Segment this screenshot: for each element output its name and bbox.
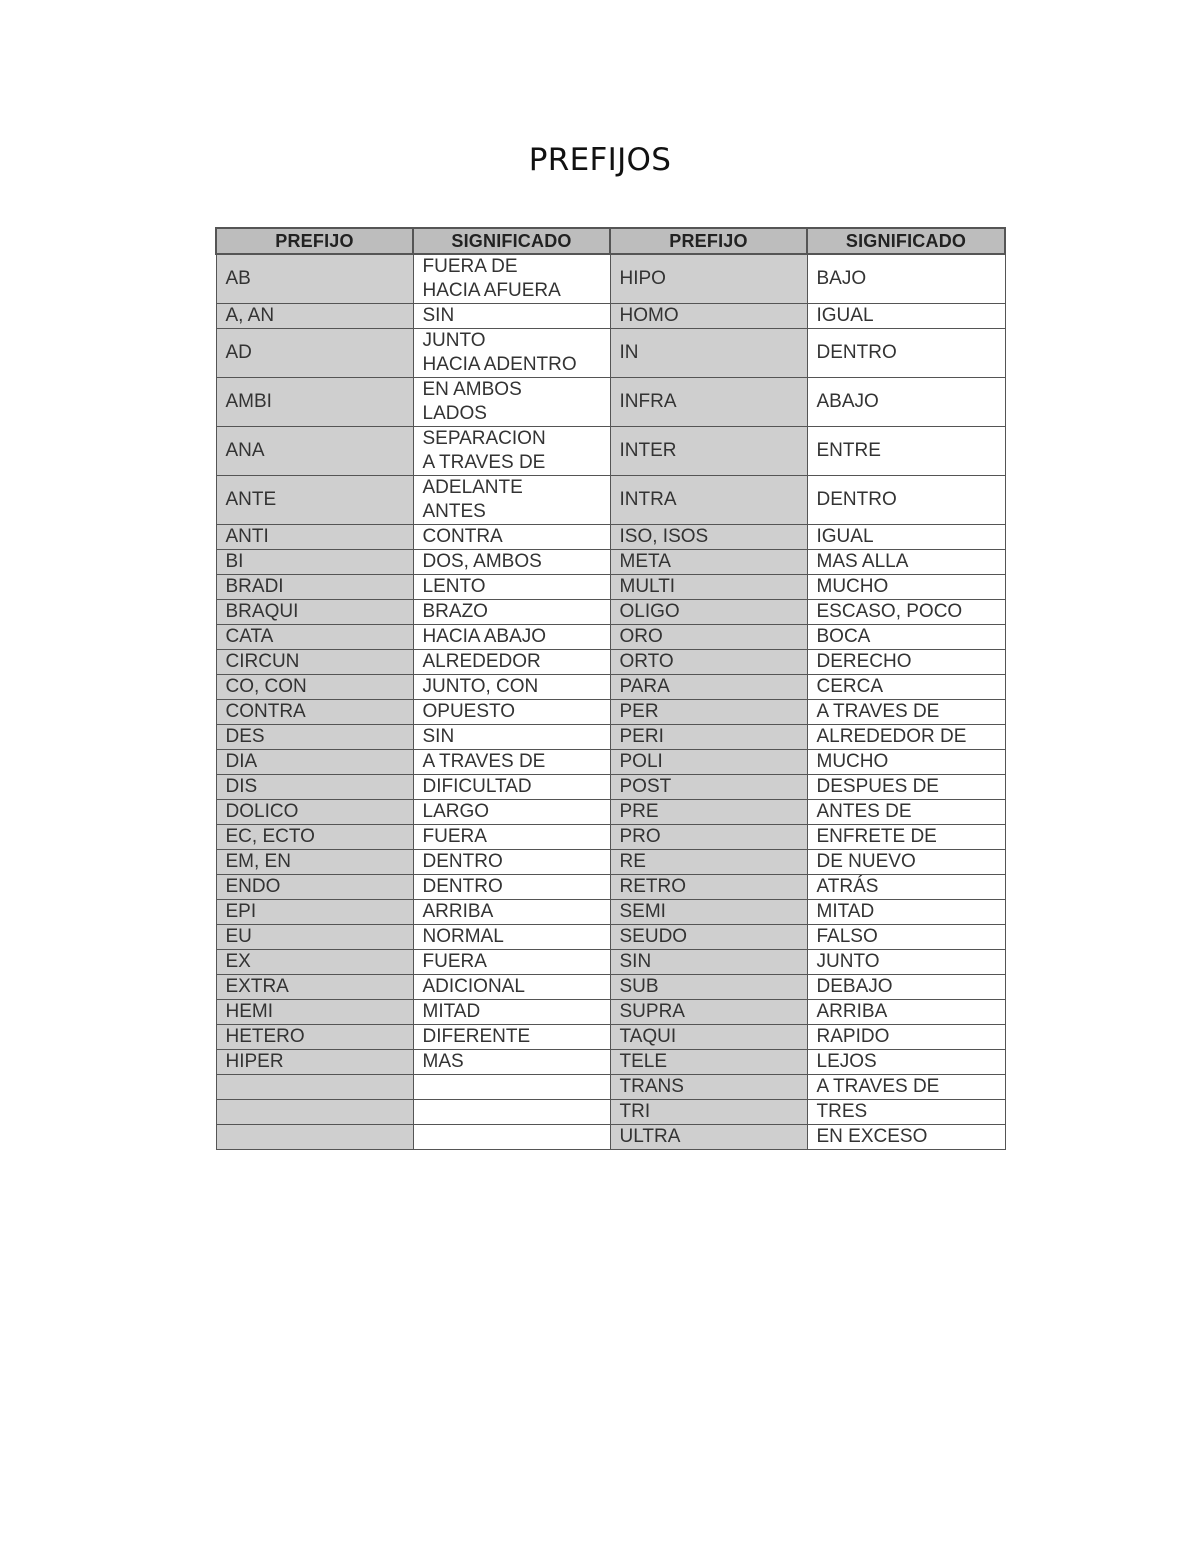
prefix-cell: EXTRA [216, 975, 413, 1000]
prefix-cell: CIRCUN [216, 650, 413, 675]
prefix-cell: ULTRA [610, 1125, 807, 1150]
meaning-cell: BOCA [807, 625, 1005, 650]
meaning-line: OPUESTO [422, 701, 516, 722]
meaning-cell: ABAJO [807, 378, 1005, 427]
meaning-line: JUNTO, CON [422, 676, 539, 697]
meaning-line: DIFICULTAD [422, 776, 532, 797]
prefix-table-container [215, 227, 1004, 1150]
prefix-cell: EU [216, 925, 413, 950]
prefix-cell: BI [216, 550, 413, 575]
table-row [216, 775, 1005, 800]
prefix-cell: IN [610, 329, 807, 378]
table-row [216, 476, 1005, 525]
table-row [216, 700, 1005, 725]
meaning-cell: ESCASO, POCO [807, 600, 1005, 625]
meaning-cell [413, 304, 610, 329]
table-row [216, 725, 1005, 750]
prefix-cell [216, 1075, 413, 1100]
table-row [216, 600, 1005, 625]
prefix-cell: HIPER [216, 1050, 413, 1075]
meaning-cell [413, 850, 610, 875]
meaning-cell [413, 476, 610, 525]
prefix-cell: BRAQUI [216, 600, 413, 625]
prefix-cell: A, AN [216, 304, 413, 329]
meaning-cell: ARRIBA [807, 1000, 1005, 1025]
meaning-cell [413, 427, 610, 476]
table-row [216, 1100, 1005, 1125]
prefix-cell: META [610, 550, 807, 575]
prefix-cell: DOLICO [216, 800, 413, 825]
table-row [216, 1075, 1005, 1100]
prefix-cell: POLI [610, 750, 807, 775]
meaning-cell [413, 378, 610, 427]
meaning-cell [413, 950, 610, 975]
meaning-cell: ATRÁS [807, 875, 1005, 900]
table-row [216, 675, 1005, 700]
table-row [216, 1125, 1005, 1150]
table-row [216, 550, 1005, 575]
meaning-line: JUNTO [422, 330, 486, 351]
table-row [216, 925, 1005, 950]
meaning-cell: DERECHO [807, 650, 1005, 675]
prefix-cell: AMBI [216, 378, 413, 427]
prefix-cell: AD [216, 329, 413, 378]
meaning-line: FUERA [422, 951, 487, 972]
meaning-line: MAS [422, 1051, 464, 1072]
header-significado-1: SIGNIFICADO [413, 228, 610, 254]
prefix-cell: PRO [610, 825, 807, 850]
meaning-line: ADICIONAL [422, 976, 525, 997]
meaning-cell: MUCHO [807, 750, 1005, 775]
prefix-table [215, 227, 1006, 1150]
meaning-line: SIN [422, 305, 455, 326]
header-prefijo-1: PREFIJO [216, 228, 413, 254]
meaning-cell [413, 575, 610, 600]
meaning-line: ADELANTE [422, 477, 523, 498]
prefix-cell: ORO [610, 625, 807, 650]
prefix-cell: PERI [610, 725, 807, 750]
prefix-cell: RE [610, 850, 807, 875]
prefix-cell: ORTO [610, 650, 807, 675]
meaning-line: HACIA AFUERA [422, 280, 561, 301]
prefix-cell: SEMI [610, 900, 807, 925]
table-row [216, 575, 1005, 600]
meaning-line: DIFERENTE [422, 1026, 531, 1047]
meaning-line: HACIA ABAJO [422, 626, 547, 647]
meaning-cell: IGUAL [807, 304, 1005, 329]
meaning-cell [413, 800, 610, 825]
table-row [216, 650, 1005, 675]
prefix-cell: POST [610, 775, 807, 800]
table-row [216, 304, 1005, 329]
prefix-cell: ANA [216, 427, 413, 476]
prefix-cell: CO, CON [216, 675, 413, 700]
meaning-cell: A TRAVES DE [807, 1075, 1005, 1100]
meaning-cell: DE NUEVO [807, 850, 1005, 875]
table-row [216, 625, 1005, 650]
prefix-cell: EPI [216, 900, 413, 925]
meaning-cell: BAJO [807, 254, 1005, 304]
prefix-cell: CATA [216, 625, 413, 650]
meaning-line: DENTRO [422, 876, 503, 897]
prefix-cell: INTRA [610, 476, 807, 525]
meaning-cell [413, 875, 610, 900]
meaning-cell [413, 525, 610, 550]
meaning-cell: ENTRE [807, 427, 1005, 476]
prefix-cell: OLIGO [610, 600, 807, 625]
table-header-row [216, 228, 1005, 254]
prefix-cell: HIPO [610, 254, 807, 304]
meaning-cell [413, 254, 610, 304]
table-row [216, 378, 1005, 427]
meaning-cell [413, 825, 610, 850]
meaning-line: ALREDEDOR [422, 651, 541, 672]
table-row [216, 825, 1005, 850]
meaning-cell: FALSO [807, 925, 1005, 950]
prefix-cell: PRE [610, 800, 807, 825]
meaning-line: DOS, AMBOS [422, 551, 542, 572]
table-row [216, 254, 1005, 304]
prefix-cell: DIS [216, 775, 413, 800]
meaning-cell [413, 925, 610, 950]
prefix-cell: SIN [610, 950, 807, 975]
prefix-cell: PER [610, 700, 807, 725]
meaning-cell: MUCHO [807, 575, 1005, 600]
prefix-cell: HETERO [216, 1025, 413, 1050]
table-body [216, 254, 1005, 1150]
meaning-line: LARGO [422, 801, 490, 822]
prefix-cell: INFRA [610, 378, 807, 427]
meaning-line: EN AMBOS [422, 379, 522, 400]
prefix-cell: INTER [610, 427, 807, 476]
meaning-cell [413, 1025, 610, 1050]
table-row [216, 1025, 1005, 1050]
meaning-cell: EN EXCESO [807, 1125, 1005, 1150]
prefix-cell: EC, ECTO [216, 825, 413, 850]
table-row [216, 800, 1005, 825]
prefix-cell: SEUDO [610, 925, 807, 950]
prefix-cell: RETRO [610, 875, 807, 900]
header-prefijo-2: PREFIJO [610, 228, 807, 254]
meaning-line: SEPARACION [422, 428, 546, 449]
table-row [216, 1050, 1005, 1075]
table-row [216, 1000, 1005, 1025]
meaning-cell [413, 750, 610, 775]
meaning-cell [413, 1050, 610, 1075]
prefix-cell: TRANS [610, 1075, 807, 1100]
meaning-line: FUERA [422, 826, 487, 847]
table-row [216, 850, 1005, 875]
prefix-cell: HOMO [610, 304, 807, 329]
prefix-cell: ANTE [216, 476, 413, 525]
prefix-cell: DES [216, 725, 413, 750]
meaning-line: SIN [422, 726, 455, 747]
meaning-cell: A TRAVES DE [807, 700, 1005, 725]
meaning-line: CONTRA [422, 526, 503, 547]
prefix-cell: PARA [610, 675, 807, 700]
meaning-cell: DENTRO [807, 476, 1005, 525]
prefix-cell: SUPRA [610, 1000, 807, 1025]
meaning-cell [413, 975, 610, 1000]
meaning-cell: CERCA [807, 675, 1005, 700]
prefix-cell: EM, EN [216, 850, 413, 875]
prefix-cell [216, 1125, 413, 1150]
prefix-cell: DIA [216, 750, 413, 775]
meaning-cell: RAPIDO [807, 1025, 1005, 1050]
table-row [216, 875, 1005, 900]
prefix-cell: SUB [610, 975, 807, 1000]
prefix-cell: ISO, ISOS [610, 525, 807, 550]
meaning-cell [413, 650, 610, 675]
meaning-line: ARRIBA [422, 901, 494, 922]
meaning-cell: IGUAL [807, 525, 1005, 550]
meaning-cell [413, 775, 610, 800]
meaning-line: A TRAVES DE [422, 751, 546, 772]
table-row [216, 975, 1005, 1000]
meaning-cell: LEJOS [807, 1050, 1005, 1075]
table-row [216, 427, 1005, 476]
meaning-cell: DEBAJO [807, 975, 1005, 1000]
meaning-cell [413, 329, 610, 378]
meaning-cell: JUNTO [807, 950, 1005, 975]
prefix-cell: HEMI [216, 1000, 413, 1025]
meaning-cell [413, 625, 610, 650]
meaning-cell [413, 550, 610, 575]
table-row [216, 950, 1005, 975]
prefix-cell: MULTI [610, 575, 807, 600]
page-title: PREFIJOS [528, 142, 672, 178]
meaning-cell: DESPUES DE [807, 775, 1005, 800]
meaning-line: FUERA DE [422, 256, 518, 277]
meaning-cell [413, 1125, 610, 1150]
prefix-cell: ANTI [216, 525, 413, 550]
meaning-line: LADOS [422, 403, 487, 424]
prefix-cell: CONTRA [216, 700, 413, 725]
table-row [216, 750, 1005, 775]
meaning-line: DENTRO [422, 851, 503, 872]
meaning-cell [413, 700, 610, 725]
meaning-line: HACIA ADENTRO [422, 354, 577, 375]
table-row [216, 900, 1005, 925]
prefix-cell: TRI [610, 1100, 807, 1125]
header-significado-2: SIGNIFICADO [807, 228, 1005, 254]
meaning-line: A TRAVES DE [422, 452, 546, 473]
meaning-cell: DENTRO [807, 329, 1005, 378]
table-row [216, 525, 1005, 550]
prefix-cell: EX [216, 950, 413, 975]
meaning-cell [413, 1075, 610, 1100]
meaning-cell: TRES [807, 1100, 1005, 1125]
meaning-line: NORMAL [422, 926, 504, 947]
meaning-cell: ENFRETE DE [807, 825, 1005, 850]
meaning-cell: ANTES DE [807, 800, 1005, 825]
meaning-cell: ALREDEDOR DE [807, 725, 1005, 750]
meaning-line: BRAZO [422, 601, 488, 622]
prefix-cell: AB [216, 254, 413, 304]
meaning-cell [413, 600, 610, 625]
prefix-cell: TELE [610, 1050, 807, 1075]
meaning-cell [413, 1100, 610, 1125]
prefix-cell: TAQUI [610, 1025, 807, 1050]
meaning-cell [413, 675, 610, 700]
meaning-line: LENTO [422, 576, 486, 597]
table-row [216, 329, 1005, 378]
meaning-line: MITAD [422, 1001, 481, 1022]
meaning-cell [413, 725, 610, 750]
prefix-cell [216, 1100, 413, 1125]
meaning-cell: MAS ALLA [807, 550, 1005, 575]
meaning-cell: MITAD [807, 900, 1005, 925]
meaning-line: ANTES [422, 501, 486, 522]
meaning-cell [413, 1000, 610, 1025]
prefix-cell: BRADI [216, 575, 413, 600]
prefix-cell: ENDO [216, 875, 413, 900]
meaning-cell [413, 900, 610, 925]
